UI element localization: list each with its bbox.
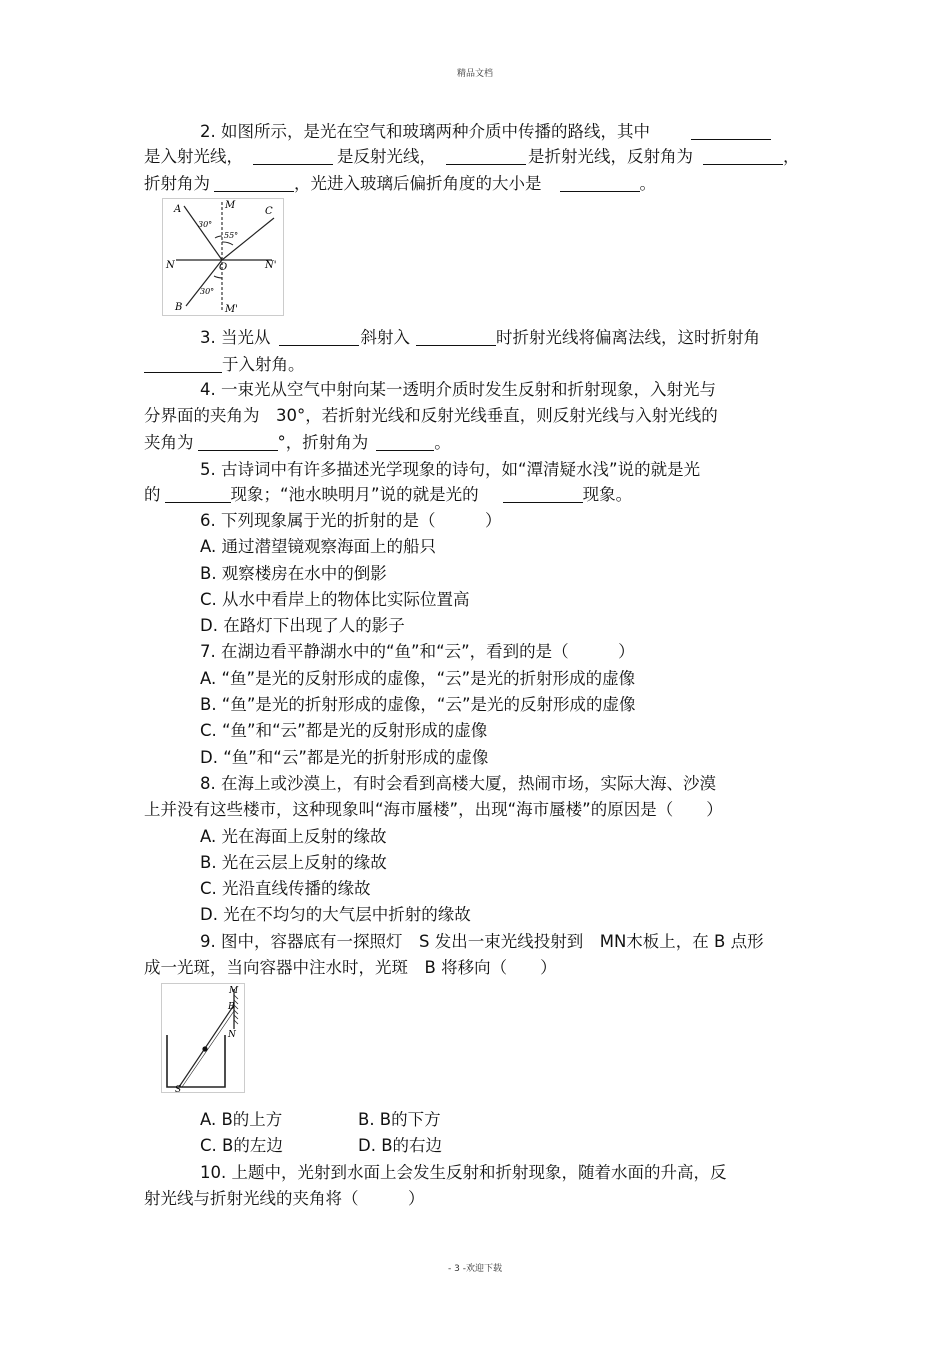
q6-stem: 6. 下列现象属于光的折射的是（ ） (200, 511, 502, 530)
q4-text-3c: 。 (434, 433, 451, 452)
q3-text-1c: 时折射光线将偏离法线，这时折射角 (496, 328, 760, 347)
q2-blank-4 (703, 148, 783, 165)
q2-text-3a: 折射角为 (144, 174, 210, 193)
q6-option-b[interactable]: B. 观察楼房在水中的倒影 (200, 564, 387, 583)
q3-text-1a: 3. 当光从 (200, 328, 271, 347)
q8-option-d[interactable]: D. 光在不均匀的大气层中折射的缘故 (200, 905, 471, 924)
label-m: M (225, 200, 236, 211)
q2-blank-1 (691, 123, 771, 140)
q9-line-2: 成一光斑，当向容器中注水时，光斑 B 将移向（ ） (144, 958, 557, 977)
page-header: 精品文档 (456, 69, 493, 79)
q9-option-b[interactable]: B. B的下方 (358, 1110, 441, 1129)
q8-option-a[interactable]: A. 光在海面上反射的缘故 (200, 827, 387, 846)
q9-option-a[interactable]: A. B的上方 (200, 1110, 283, 1129)
q7-option-d[interactable]: D. “鱼”和“云”都是光的折射形成的虚像 (200, 748, 489, 767)
q2-blank-2 (253, 148, 333, 165)
label-o: O (219, 262, 228, 273)
q2-blank-6 (560, 175, 640, 192)
q3-blank-3 (144, 356, 222, 373)
q3-line-1 (200, 327, 760, 349)
q5-line-1: 5. 古诗词中有许多描述光学现象的诗句，如“潭清疑水浅”说的就是光 (200, 460, 701, 479)
q6-option-c[interactable]: C. 从水中看岸上的物体比实际位置高 (200, 590, 470, 609)
q3-blank-2 (416, 329, 496, 346)
q5-line-2 (144, 484, 632, 506)
q3-text-2: 于入射角。 (222, 355, 305, 374)
q5-text-2c: 现象。 (582, 485, 633, 504)
q2-line-2 (144, 146, 800, 168)
q5-text-2a: 的 (144, 485, 161, 504)
q4-blank-1 (198, 434, 278, 451)
label-m-prime: M' (225, 304, 238, 315)
q3-blank-1 (279, 329, 359, 346)
q6-option-a[interactable]: A. 通过潜望镜观察海面上的船只 (200, 537, 436, 556)
q2-text-2d: ， (783, 147, 800, 166)
label-m: M (229, 986, 239, 996)
q6-option-d[interactable]: D. 在路灯下出现了人的影子 (200, 616, 405, 635)
label-b: B (228, 1002, 235, 1012)
q3-line-2 (144, 354, 305, 376)
q4-line-3 (144, 432, 451, 454)
q5-blank-1 (165, 486, 231, 503)
q8-line-2: 上并没有这些楼市，这种现象叫“海市蜃楼”，出现“海市蜃楼”的原因是（ ） (144, 800, 723, 819)
q4-blank-2 (376, 434, 434, 451)
q2-blank-3 (446, 148, 526, 165)
q9-line-1: 9. 图中，容器底有一探照灯 S 发出一束光线投射到 MN木板上，在 B 点形 (200, 932, 764, 951)
label-s: S (175, 1085, 182, 1093)
q8-option-b[interactable]: B. 光在云层上反射的缘故 (200, 853, 387, 872)
q5-text-2b: 现象；“池水映明月”说的就是光的 (230, 485, 479, 504)
q2-text-2b: 是反射光线， (337, 147, 436, 166)
q4-line-2: 分界面的夹角为 30°，若折射光线和反射光线垂直，则反射光线与入射光线的 (144, 406, 718, 425)
q7-stem: 7. 在湖边看平静湖水中的“鱼”和“云”，看到的是（ ） (200, 642, 635, 661)
container-diagram (161, 983, 245, 1093)
q7-option-a[interactable]: A. “鱼”是光的反射形成的虚像，“云”是光的折射形成的虚像 (200, 669, 636, 688)
angle-label-30: 30° (198, 220, 213, 229)
q10-line-1: 10. 上题中，光射到水面上会发生反射和折射现象，随着水面的升高，反 (200, 1163, 727, 1182)
page-footer: - 3 -欢迎下载 (448, 1264, 502, 1274)
label-a: A (174, 204, 182, 215)
q2-blank-5 (214, 175, 294, 192)
q8-option-c[interactable]: C. 光沿直线传播的缘故 (200, 879, 371, 898)
angle-label-30b: 30° (200, 287, 215, 296)
q4-text-3a: 夹角为 (144, 433, 194, 452)
q5-blank-2 (503, 486, 583, 503)
q2-text-2a: 是入射光线， (144, 147, 243, 166)
label-b: B (175, 302, 183, 313)
beam-arrow (202, 1046, 207, 1051)
label-n-right: N' (265, 260, 277, 271)
q2-text-1: 2. 如图所示，是光在空气和玻璃两种介质中传播的路线，其中 (200, 122, 650, 141)
q8-line-1: 8. 在海上或沙漠上，有时会看到高楼大厦，热闹市场，实际大海、沙漠 (200, 774, 716, 793)
q4-text-3b: °，折射角为 (277, 433, 369, 452)
label-n: N (228, 1030, 236, 1040)
label-n-left: N (166, 260, 175, 271)
q3-text-1b: 斜射入 (360, 328, 410, 347)
q2-line-1 (200, 121, 771, 143)
q4-line-1: 4. 一束光从空气中射向某一透明介质时发生反射和折射现象，入射光与 (200, 380, 716, 399)
q2-text-3c: 。 (639, 174, 656, 193)
q7-option-c[interactable]: C. “鱼”和“云”都是光的反射形成的虚像 (200, 721, 488, 740)
q9-option-c[interactable]: C. B的左边 (200, 1136, 283, 1155)
label-c: C (265, 206, 273, 217)
q2-line-3 (144, 173, 656, 195)
refraction-diagram (162, 198, 284, 316)
q9-option-d[interactable]: D. B的右边 (358, 1136, 443, 1155)
angle-label-55: 55° (224, 231, 239, 240)
q7-option-b[interactable]: B. “鱼”是光的折射形成的虚像，“云”是光的反射形成的虚像 (200, 695, 636, 714)
q2-text-2c: 是折射光线，反射角为 (528, 147, 693, 166)
q2-text-3b: ，光进入玻璃后偏折角度的大小是 (294, 174, 542, 193)
q10-line-2: 射光线与折射光线的夹角将（ ） (144, 1189, 425, 1208)
